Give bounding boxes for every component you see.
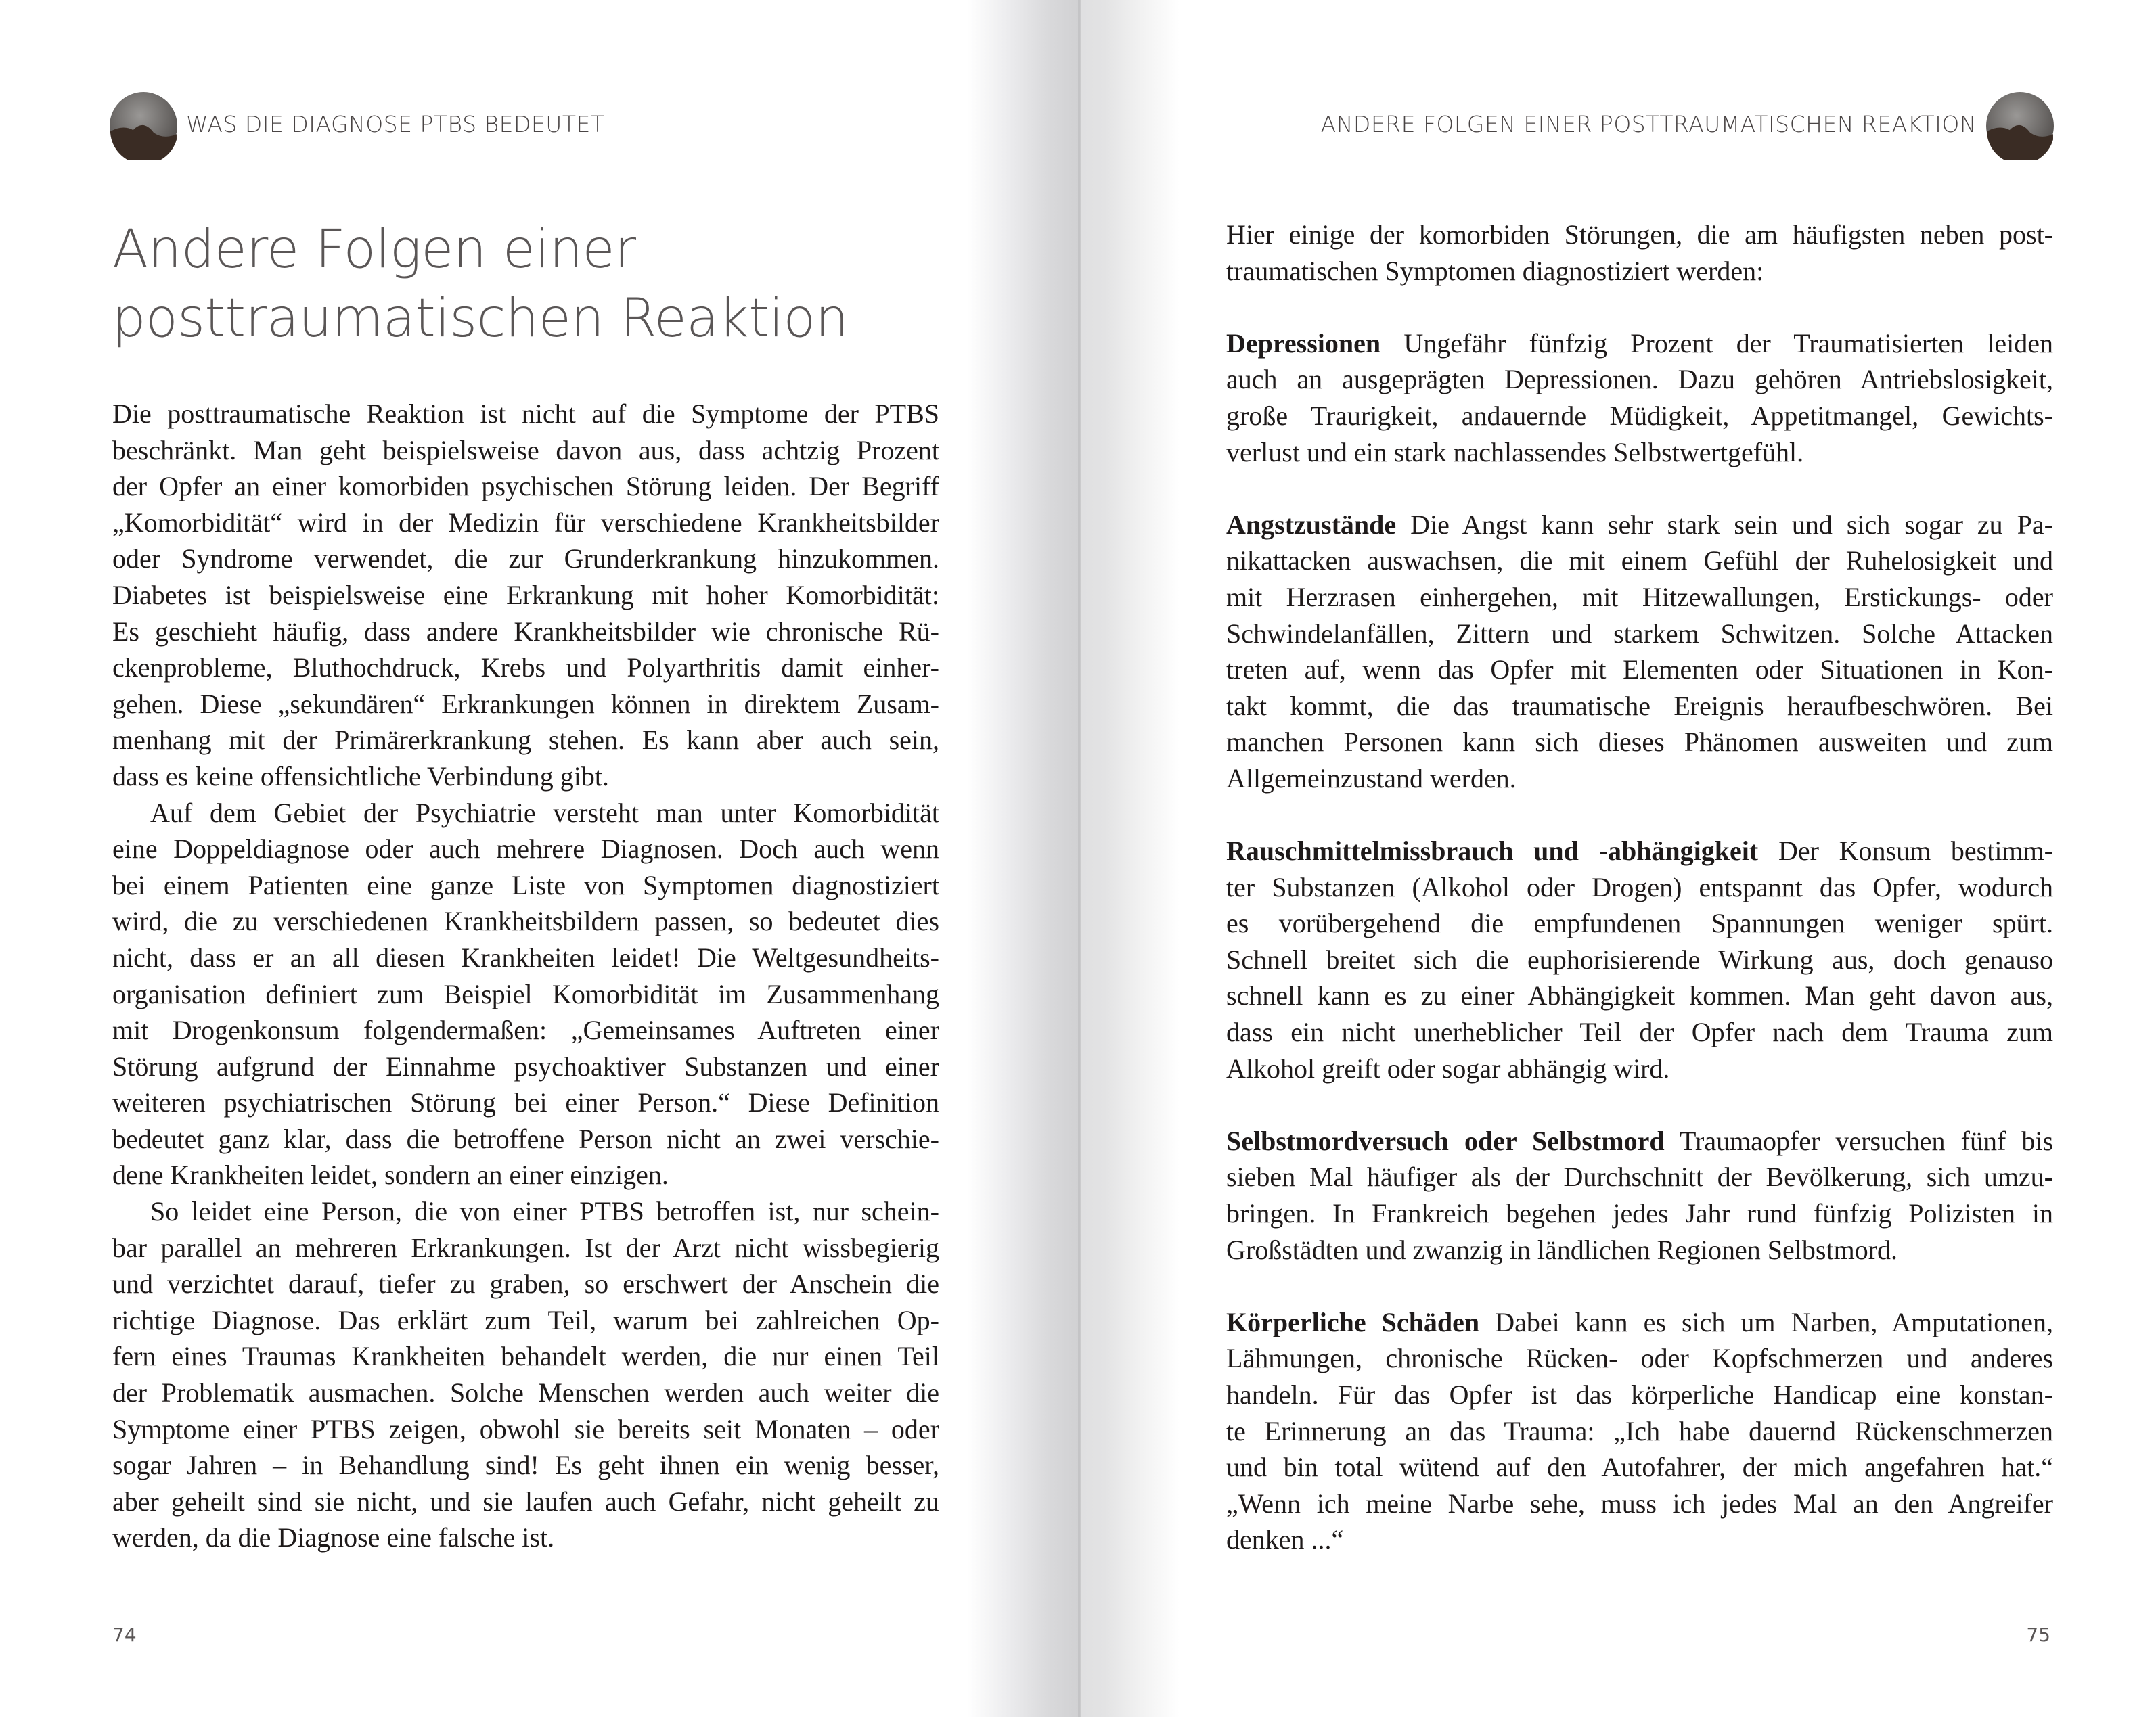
page-number: 74 (112, 1624, 137, 1646)
chapter-emblem-icon (1985, 91, 2054, 160)
paragraph (112, 396, 939, 795)
intro-paragraph (1226, 216, 2053, 289)
text-line: „Wenn ich meine Narbe sehe, muss ich jedes Mal an den Angreifer (1226, 1488, 2053, 1519)
text-line: der Problematik ausmachen. Solche Menschen werden auch weiter die (112, 1377, 939, 1409)
text-line: gehen. Diese „sekundären“ Erkrankungen können in direktem Zusam- (112, 688, 939, 719)
paragraph-gap (1226, 1268, 2053, 1304)
text-line: ckenprobleme, Bluthochdruck, Krebs und Polyarthritis damit einher- (112, 652, 939, 683)
text-line: denken ...“ (1226, 1524, 1344, 1555)
comorbidity-section (1226, 1123, 2053, 1268)
text-line: der Opfer an einer komorbiden psychischen Störung leiden. Der Begriff (112, 471, 939, 502)
section-term: Angstzustände (1226, 509, 1397, 540)
text-line: beschränkt. Man geht beispielsweise davon aus, dass achtzig Prozent (112, 434, 939, 465)
text-line: „Komorbidität“ wird in der Medizin für verschiedene Krankheitsbilder (112, 507, 939, 538)
text-line: bar parallel an mehreren Erkrankungen. Ist der Arzt nicht wissbegierig (112, 1232, 939, 1263)
right-page (1078, 0, 2156, 1717)
page-number: 75 (2026, 1624, 2050, 1646)
text-line: Störung aufgrund der Einnahme psychoaktiver Substanzen und einer (112, 1051, 939, 1082)
text-line: handeln. Für das Opfer ist das körperliche Handicap eine konstan- (1226, 1379, 2053, 1410)
text-line: So leidet eine Person, die von einer PTBS betroffen ist, nur schein- (150, 1196, 939, 1227)
running-header: WAS DIE DIAGNOSE PTBS BEDEUTET (186, 111, 605, 137)
text-run: Die Angst kann sehr stark sein und sich sogar zu Pa- (1396, 509, 2053, 540)
running-header: ANDERE FOLGEN EINER POSTTRAUMATISCHEN REAKTION (1320, 111, 1977, 137)
text-line: Auf dem Gebiet der Psychiatrie versteht man unter Komorbidität (150, 797, 939, 828)
text-line: organisation definiert zum Beispiel Komorbidität im Zusammenhang (112, 978, 939, 1009)
text-line: Die posttraumatische Reaktion ist nicht auf die Symptome der PTBS (112, 398, 939, 429)
text-line: und verzichtet darauf, tiefer zu graben, so erschwert der Anschein die (112, 1268, 939, 1300)
text-line: takt kommt, die das traumatische Ereignis heraufbeschwören. Bei (1226, 690, 2053, 721)
text-run: Der Konsum bestimm- (1758, 835, 2054, 867)
text-line: ter Substanzen (Alkohol oder Drogen) entspannt das Opfer, wodurch (1226, 871, 2053, 902)
comorbidity-section (1226, 325, 2053, 470)
text-line: schnell kann es zu einer Abhängigkeit kommen. Man geht davon aus, (1226, 980, 2053, 1011)
text-line: manchen Personen kann sich dieses Phänomen ausweiten und zum (1226, 727, 2053, 758)
text-line: Symptome einer PTBS zeigen, obwohl sie bereits seit Monaten – oder (112, 1413, 939, 1444)
section-term: Selbstmordversuch oder Selbstmord (1226, 1125, 1665, 1156)
text-line: es vorübergehend die empfundenen Spannungen weniger spürt. (1226, 908, 2053, 939)
text-line: richtige Diagnose. Das erklärt zum Teil, warum bei zahlreichen Op- (112, 1304, 939, 1335)
text-line: sogar Jahren – in Behandlung sind! Es geht ihnen ein wenig besser, (112, 1450, 939, 1481)
text-line: dene Krankheiten leidet, sondern an einer einzigen. (112, 1160, 669, 1191)
body-text (1226, 216, 2053, 1558)
text-line: oder Syndrome verwendet, die zur Grunderkrankung hinzukommen. (112, 543, 939, 574)
paragraph-gap (1226, 1086, 2053, 1123)
paragraph (112, 1193, 939, 1556)
text-line: Schnell breitet sich die euphorisierende Wirkung aus, doch genauso (1226, 944, 2053, 975)
text-line (1226, 1304, 2053, 1341)
text-line: werden, da die Diagnose eine falsche ist. (112, 1522, 555, 1553)
text-line: bringen. In Frankreich begehen jedes Jahr rund fünfzig Polizisten in (1226, 1198, 2053, 1229)
text-line: und bin total wütend auf den Autofahrer, der mich angefahren hat.“ (1226, 1452, 2053, 1483)
text-line: eine Doppeldiagnose oder auch mehrere Diagnosen. Doch auch wenn (112, 833, 939, 865)
text-line: dass ein nicht unerheblicher Teil der Opfer nach dem Trauma zum (1226, 1017, 2053, 1048)
text-line: aber geheilt sind sie nicht, und sie laufen auch Gefahr, nicht geheilt zu (112, 1486, 939, 1517)
text-line (1226, 833, 2053, 869)
text-run: Traumaopfer versuchen fünf bis (1664, 1125, 2054, 1156)
text-line: Schwindelanfällen, Zittern und starkem Schwitzen. Solche Attacken (1226, 618, 2053, 649)
text-line: te Erinnerung an das Trauma: „Ich habe dauernd Rückenschmerzen (1226, 1415, 2053, 1446)
comorbidity-section (1226, 1304, 2053, 1558)
text-run: Ungefähr fünfzig Prozent der Traumatisierten leiden (1380, 327, 2053, 359)
text-line: große Traurigkeit, andauernde Müdigkeit, Appetitmangel, Gewichts- (1226, 400, 2053, 431)
text-line: Lähmungen, chronische Rücken- oder Kopfschmerzen und anderes (1226, 1343, 2053, 1374)
text-line: traumatischen Symptomen diagnostiziert werden: (1226, 255, 1764, 286)
text-line: Hier einige der komorbiden Störungen, die am häufigsten neben post- (1226, 219, 2053, 250)
text-line: auch an ausgeprägten Depressionen. Dazu gehören Antriebslosigkeit, (1226, 364, 2053, 395)
text-line: nikattacken auswachsen, die mit einem Gefühl der Ruhelosigkeit und (1226, 545, 2053, 576)
text-line: wird, die zu verschiedenen Krankheitsbildern passen, so bedeutet dies (112, 906, 939, 937)
text-line: nicht, dass er an all diesen Krankheiten leidet! Die Weltgesundheits- (112, 942, 939, 973)
paragraph-gap (1226, 289, 2053, 325)
text-line: mit Drogenkonsum folgendermaßen: „Gemeinsames Auftreten einer (112, 1015, 939, 1046)
text-line: mit Herzrasen einhergehen, mit Hitzewallungen, Erstickungs- oder (1226, 581, 2053, 612)
paragraph (112, 795, 939, 1194)
text-line (1226, 325, 2053, 362)
section-term: Rauschmittelmissbrauch und -abhängigkeit (1226, 835, 1759, 867)
text-line (1226, 1123, 2053, 1160)
text-line: Allgemeinzustand werden. (1226, 762, 1517, 794)
text-line: treten auf, wenn das Opfer mit Elementen oder Situationen in Kon- (1226, 654, 2053, 685)
comorbidity-section (1226, 833, 2053, 1086)
section-term: Körperliche Schäden (1226, 1306, 1480, 1337)
text-line: Alkohol greift oder sogar abhängig wird. (1226, 1053, 1670, 1084)
text-line: weiteren psychiatrischen Störung bei einer Person.“ Diese Definition (112, 1087, 939, 1118)
text-line: fern eines Traumas Krankheiten behandelt werden, die nur einen Teil (112, 1341, 939, 1372)
text-line: sieben Mal häufiger als der Durchschnitt der Bevölkerung, sich umzu- (1226, 1162, 2053, 1193)
section-term: Depressionen (1226, 327, 1381, 359)
text-run: Dabei kann es sich um Narben, Amputationen, (1479, 1306, 2054, 1337)
title-line: posttraumatischen Reaktion (112, 288, 849, 349)
text-line: Diabetes ist beispielsweise eine Erkrankung mit hoher Komorbidität: (112, 579, 939, 610)
comorbidity-section (1226, 507, 2053, 797)
page-title (112, 215, 849, 353)
text-line (1226, 507, 2053, 543)
text-line: bedeutet ganz klar, dass die betroffene Person nicht an zwei verschie- (112, 1123, 939, 1154)
text-line: Großstädten und zwanzig in ländlichen Regionen Selbstmord. (1226, 1234, 1898, 1265)
body-text (112, 396, 939, 1556)
text-line: verlust und ein stark nachlassendes Selbstwertgefühl. (1226, 436, 1804, 467)
paragraph-gap (1226, 470, 2053, 507)
paragraph-gap (1226, 797, 2053, 833)
text-line: dass es keine offensichtliche Verbindung gibt. (112, 760, 609, 792)
text-line: menhang mit der Primärerkrankung stehen. Es kann aber auch sein, (112, 725, 939, 756)
chapter-emblem-icon (109, 91, 178, 160)
text-line: Es geschieht häufig, dass andere Krankheitsbilder wie chronische Rü- (112, 616, 939, 647)
title-line: Andere Folgen einer (112, 219, 636, 280)
text-line: bei einem Patienten eine ganze Liste von Symptomen diagnostiziert (112, 869, 939, 900)
